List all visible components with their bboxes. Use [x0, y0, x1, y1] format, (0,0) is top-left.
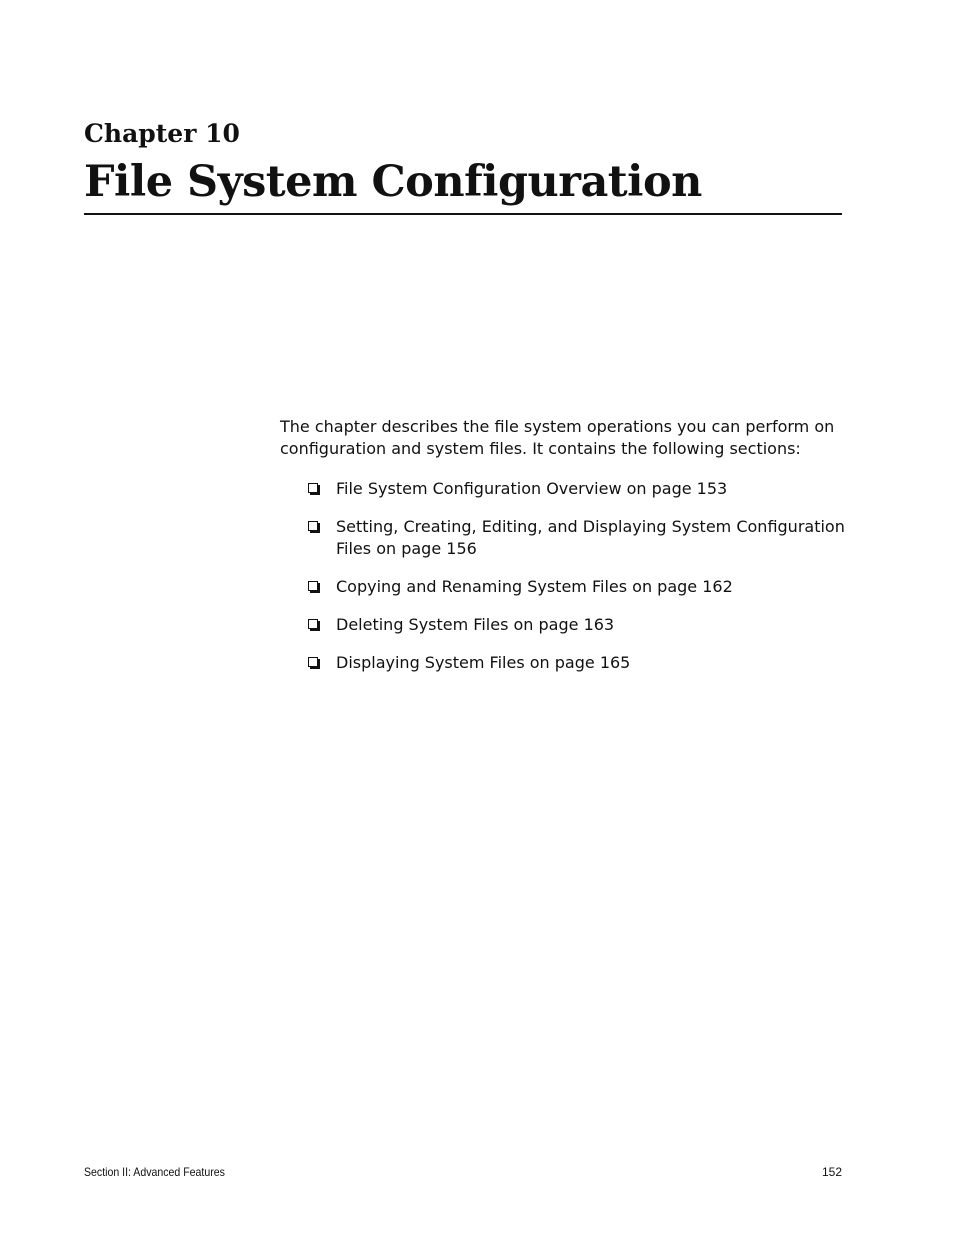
checkbox-bullet-icon — [308, 483, 318, 493]
list-item — [308, 652, 848, 674]
section-link-text: File System Configuration Overview on page 153 — [336, 479, 728, 498]
checkbox-bullet-icon — [308, 521, 318, 531]
list-item — [308, 614, 848, 636]
title-divider — [84, 213, 842, 215]
checkbox-bullet-icon — [308, 581, 318, 591]
checkbox-bullet-icon — [308, 619, 318, 629]
footer-section-label: Section II: Advanced Features — [84, 1165, 225, 1179]
intro-paragraph: The chapter describes the file system operations you can perform on configuration and system files. It contains the following sections: — [280, 417, 835, 458]
section-link-text: Copying and Renaming System Files on page 162 — [336, 577, 733, 596]
section-list — [308, 478, 848, 690]
list-item — [308, 516, 848, 560]
section-link-text: Deleting System Files on page 163 — [336, 615, 615, 634]
chapter-label: Chapter 10 — [84, 119, 240, 148]
footer-page-number: 152 — [821, 1165, 842, 1179]
list-item — [308, 576, 848, 598]
list-item — [308, 478, 848, 500]
checkbox-bullet-icon — [308, 657, 318, 667]
chapter-title: File System Configuration — [84, 157, 702, 207]
section-link-text: Setting, Creating, Editing, and Displaying System Configuration Files on page 156 — [336, 517, 845, 558]
section-link-text: Displaying System Files on page 165 — [336, 653, 631, 672]
